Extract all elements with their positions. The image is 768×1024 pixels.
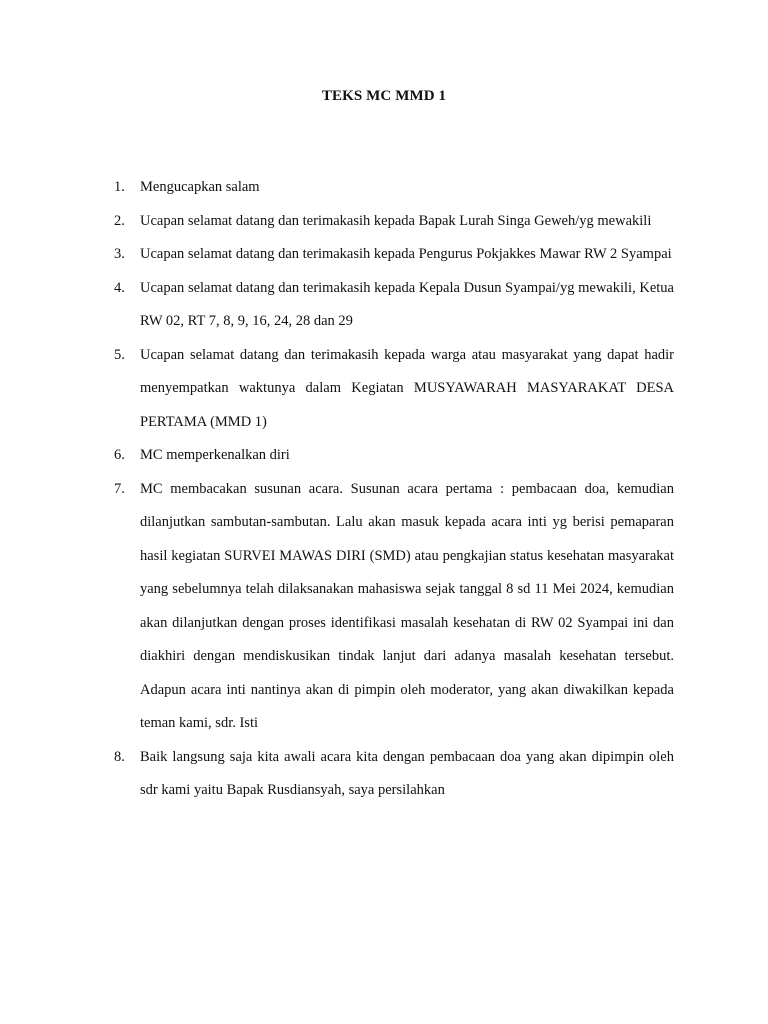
- list-item-text: Ucapan selamat datang dan terimakasih kepada Bapak Lurah Singa Geweh/yg mewakili: [140, 212, 652, 229]
- list-item: [0, 171, 768, 205]
- list-item-number: 2.: [114, 212, 125, 229]
- list-item-number: 4.: [114, 279, 125, 296]
- list-item: [0, 339, 768, 440]
- list-item-text: Baik langsung saja kita awali acara kita dengan pembacaan doa yang akan dipimpin oleh sdr kami yaitu Bapak Rusdiansyah, saya persilahkan: [140, 748, 674, 798]
- list-item: [0, 205, 768, 239]
- list-item-text: Ucapan selamat datang dan terimakasih kepada warga atau masyarakat yang dapat hadir menyempatkan waktunya dalam Kegiatan MUSYAWARAH MASYARAKAT DESA PERTAMA (MMD 1): [140, 346, 674, 430]
- list-item: [0, 238, 768, 272]
- list-item-text: Ucapan selamat datang dan terimakasih kepada Pengurus Pokjakkes Mawar RW 2 Syampai: [140, 246, 672, 262]
- list-item-number: 7.: [114, 480, 125, 497]
- list-item-text: MC memperkenalkan diri: [140, 447, 290, 463]
- list-item-number: 1.: [114, 179, 125, 195]
- list-item-text: Ucapan selamat datang dan terimakasih kepada Kepala Dusun Syampai/yg mewakili, Ketua RW 02, RT 7, 8, 9, 16, 24, 28 dan 29: [140, 279, 674, 329]
- list-item-number: 5.: [114, 346, 125, 363]
- list-item-text: MC membacakan susunan acara. Susunan acara pertama : pembacaan doa, kemudian dilanjutkan sambutan-sambutan. Lalu akan masuk kepada acara inti yg berisi pemaparan hasil kegiatan SURVEI MAWAS DIRI (SMD) atau pengkajian status kesehatan masyarakat yang sebelumnya telah dilaksanakan mahasiswa sejak tanggal 8 sd 11 Mei 2024, kemudian akan dilanjutkan dengan proses identifikasi masalah kesehatan di RW 02 Syampai ini dan diakhiri dengan mendiskusikan tindak lanjut dari adanya masalah kesehatan tersebut. Adapun acara inti nantinya akan di pimpin oleh moderator, yang akan diwakilkan kepada teman kami, sdr. Isti: [140, 480, 674, 731]
- list-item: [0, 272, 768, 339]
- list-item-text: Mengucapkan salam: [140, 179, 260, 195]
- numbered-list: [0, 171, 768, 808]
- list-item-number: 3.: [114, 246, 125, 262]
- list-item: [0, 741, 768, 808]
- page-title: TEKS MC MMD 1: [321, 88, 447, 104]
- list-item-number: 8.: [114, 748, 125, 765]
- list-item: [0, 473, 768, 741]
- list-item-number: 6.: [114, 447, 125, 463]
- list-item: [0, 439, 768, 473]
